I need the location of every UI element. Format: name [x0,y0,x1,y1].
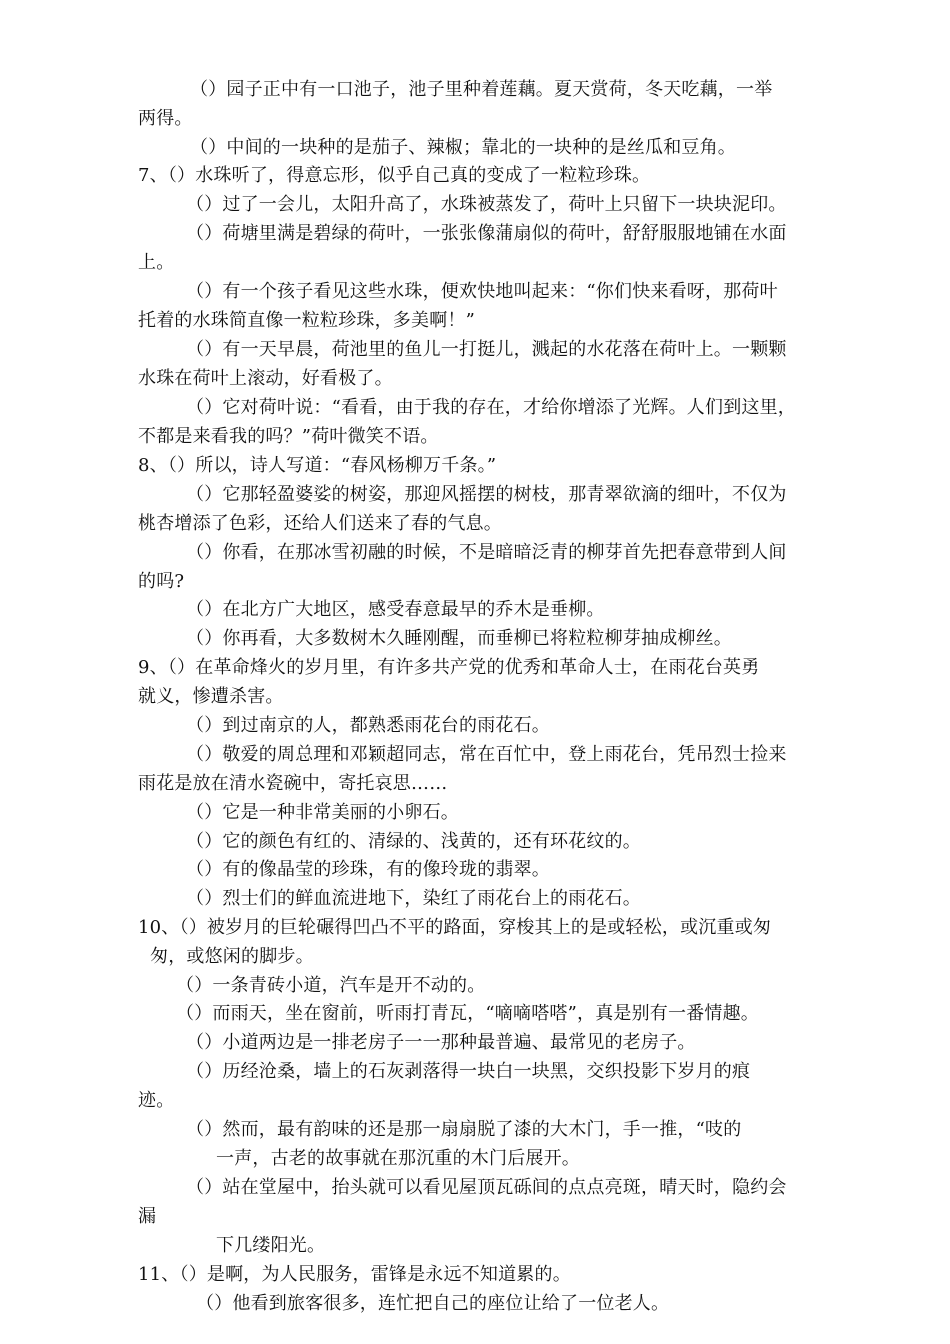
text-line: （）一条青砖小道，汽车是开不动的。 [176,975,486,996]
text-line: （）你看，在那冰雪初融的时候，不是暗暗泛青的柳芽首先把春意带到人间 [186,542,787,563]
text-line: （）中间的一块种的是茄子、辣椒；靠北的一块种的是丝瓜和豆角。 [190,137,736,158]
text-line: （）历经沧桑，墙上的石灰剥落得一块白一块黑，交织投影下岁月的痕 [186,1061,751,1082]
text-line: 的吗? [138,571,185,592]
text-line: 上。 [138,252,175,273]
text-line: （）到过南京的人，都熟悉雨花台的雨花石。 [186,715,550,736]
text-line: 托着的水珠简直像一粒粒珍珠，多美啊！” [138,310,476,331]
text-line: 一声，古老的故事就在那沉重的木门后展开。 [216,1148,580,1169]
text-line: （）园子正中有一口池子，池子里种着莲藕。夏天赏荷，冬天吃藕，一举 [190,79,773,100]
text-line: （）它的颜色有红的、清绿的、浅黄的，还有环花纹的。 [186,831,641,852]
text-line: （）站在堂屋中，抬头就可以看见屋顶瓦砾间的点点亮斑，晴天时，隐约会 [186,1177,787,1198]
text-line: （）然而，最有韵味的还是那一扇扇脱了漆的大木门，手一推，“吱的 [186,1119,742,1140]
text-line: （）它是一种非常美丽的小卵石。 [186,802,459,823]
text-line: （）它那轻盈婆娑的树姿，那迎风摇摆的树枝，那青翠欲滴的细叶，不仅为 [186,484,787,505]
text-line: （）它对荷叶说：“看看，由于我的存在，才给你增添了光辉。人们到这里， [186,397,796,418]
question-10-start: 10、（）被岁月的巨轮碾得凹凸不平的路面，穿梭其上的是或轻松，或沉重或匆 [138,917,772,938]
text-line: （）在北方广大地区，感受春意最早的乔木是垂柳。 [186,599,605,620]
text-line: 不都是来看我的吗？”荷叶微笑不语。 [138,426,439,447]
text-line: （）荷塘里满是碧绿的荷叶，一张张像蒲扇似的荷叶，舒舒服服地铺在水面 [186,223,787,244]
text-line: （）过了一会儿，太阳升高了，水珠被蒸发了，荷叶上只留下一块块泥印。 [186,194,787,215]
text-line: 漏 [138,1206,157,1227]
text-line: 桃杏增添了色彩，还给人们送来了春的气息。 [138,513,502,534]
text-line: 两得。 [138,108,193,129]
text-line: （）有一个孩子看见这些水珠，便欢快地叫起来：“你们快来看呀，那荷叶 [186,281,778,302]
text-line: 迹。 [138,1090,175,1111]
text-line: 下几缕阳光。 [216,1235,326,1256]
text-line: （）有的像晶莹的珍珠，有的像玲珑的翡翠。 [186,859,550,880]
text-line: 就义，惨遭杀害。 [138,686,284,707]
text-line: （）小道两边是一排老房子一一那种最普遍、最常见的老房子。 [186,1032,696,1053]
text-line: （）有一天早晨，荷池里的鱼儿一打挺儿，溅起的水花落在荷叶上。一颗颗 [186,339,787,360]
text-line: （）烈士们的鲜血流进地下，染红了雨花台上的雨花石。 [186,888,641,909]
text-line: 水珠在荷叶上滚动，好看极了。 [138,368,393,389]
question-7-start: 7、（）水珠听了，得意忘形，似乎自己真的变成了一粒粒珍珠。 [138,165,651,186]
text-line: 匆，或悠闲的脚步。 [150,946,314,967]
text-line: （）他看到旅客很多，连忙把自己的座位让给了一位老人。 [196,1293,670,1314]
text-line: （）而雨天，坐在窗前，听雨打青瓦，“嘀嘀嗒嗒”，真是别有一番情趣。 [176,1003,760,1024]
question-11-start: 11、（）是啊，为人民服务，雷锋是永远不知道累的。 [138,1264,571,1285]
text-line: 雨花是放在清水瓷碗中，寄托哀思…… [138,773,448,794]
text-line: （）你再看，大多数树木久睡刚醒，而垂柳已将粒粒柳芽抽成柳丝。 [186,628,732,649]
question-9-start: 9、（）在革命烽火的岁月里，有许多共产党的优秀和革命人士，在雨花台英勇 [138,657,760,678]
text-line: （）敬爱的周总理和邓颖超同志，常在百忙中，登上雨花台，凭吊烈士捡来 [186,744,787,765]
question-8-start: 8、（）所以，诗人写道：“春风杨柳万千条。” [138,455,497,476]
